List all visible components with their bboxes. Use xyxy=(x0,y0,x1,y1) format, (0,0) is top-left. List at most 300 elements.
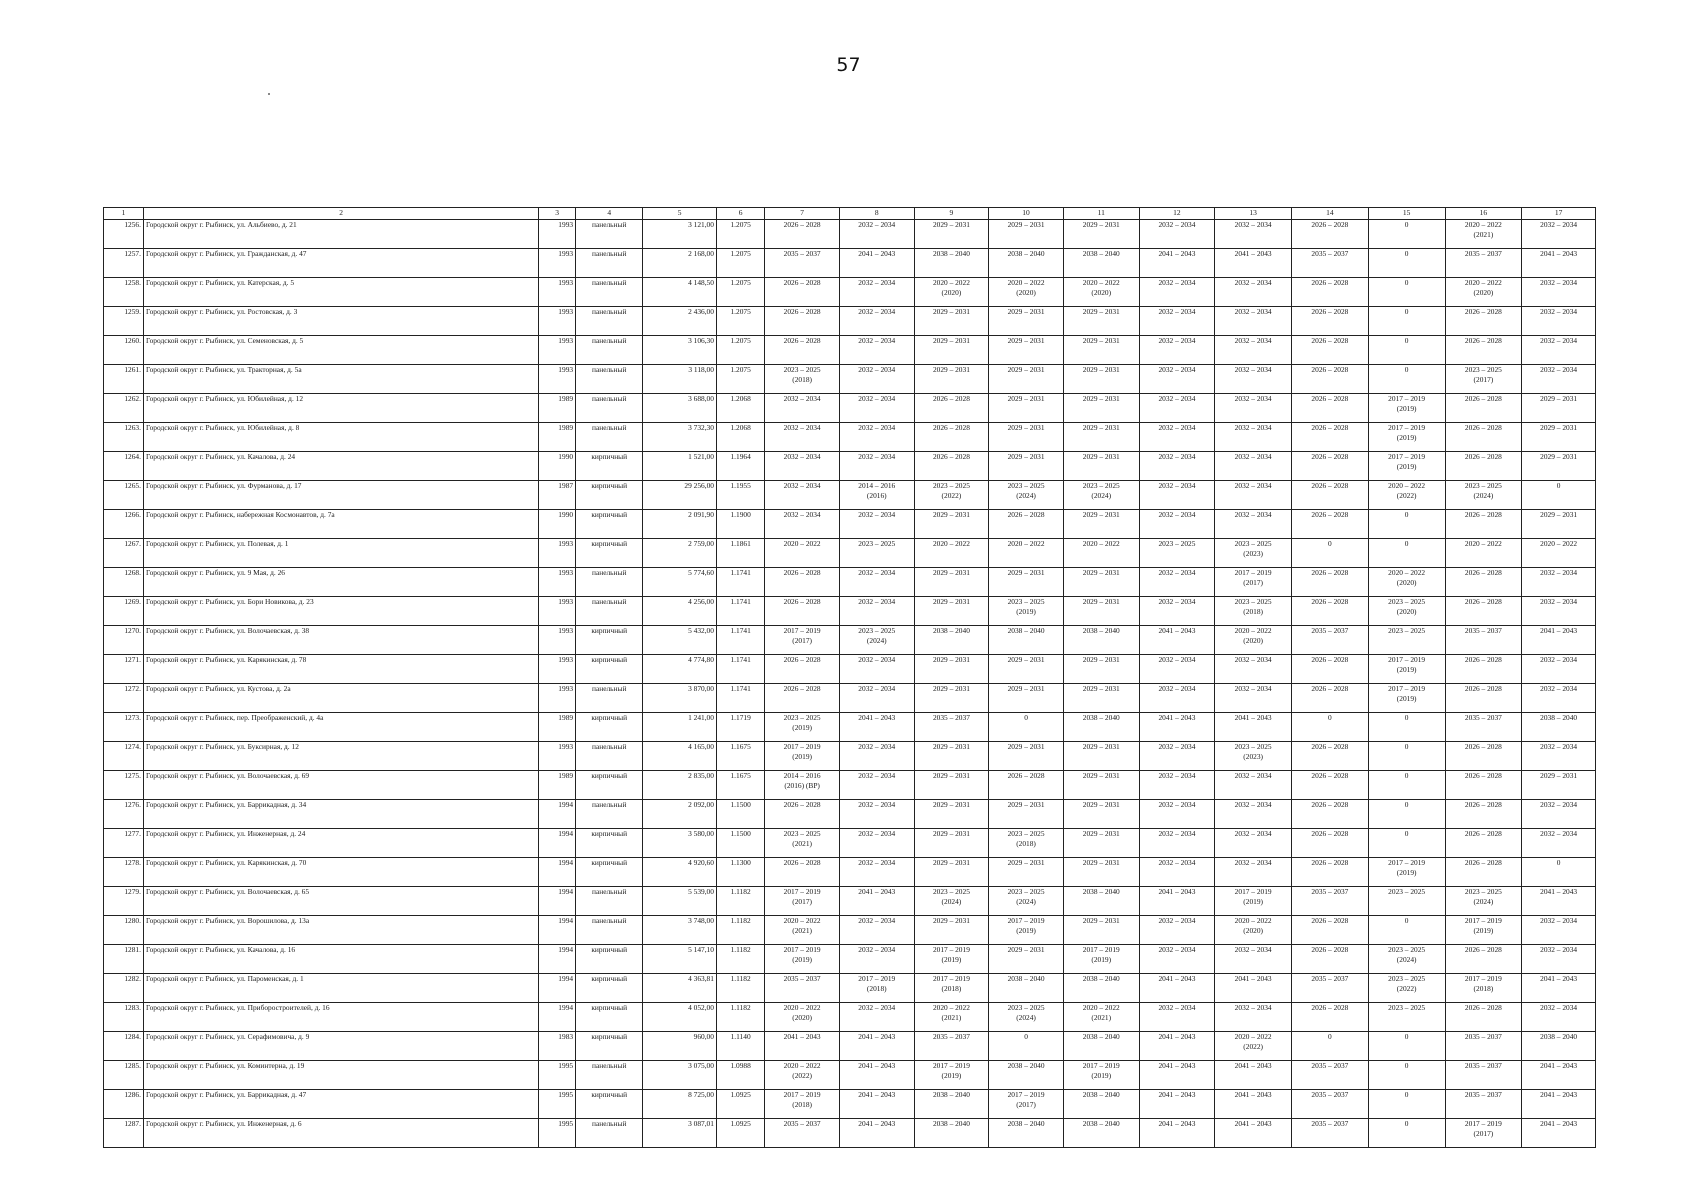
cell-line: 2017 – 2019 xyxy=(1234,887,1272,896)
cell-line: (2024) xyxy=(1091,491,1112,500)
cell-line: (2022) xyxy=(941,491,962,500)
repair-period-cell: 0 xyxy=(1368,1119,1445,1148)
repair-period-cell: 0 xyxy=(1292,1032,1369,1061)
repair-period-cell: 2032 – 2034 xyxy=(1215,684,1292,713)
repair-period-cell: 2032 – 2034 xyxy=(839,365,914,394)
row-number-cell: 1276. xyxy=(104,800,144,829)
row-number-cell: 1277. xyxy=(104,829,144,858)
cell-line: 2017 – 2019 xyxy=(783,887,821,896)
cell-line: 2017 – 2019 xyxy=(1082,945,1120,954)
repair-period-cell xyxy=(1445,974,1522,1003)
repair-period-cell: 2026 – 2028 xyxy=(914,452,989,481)
column-number-cell: 10 xyxy=(989,208,1064,220)
cell-line: (2016) xyxy=(866,491,887,500)
repair-period-cell: 2026 – 2028 xyxy=(1292,394,1369,423)
repair-period-cell xyxy=(1215,626,1292,655)
repair-period-cell: 2032 – 2034 xyxy=(1215,220,1292,249)
repair-period-cell: 0 xyxy=(1522,858,1596,887)
repair-period-cell xyxy=(1445,278,1522,307)
repair-period-cell: 2035 – 2037 xyxy=(1292,626,1369,655)
year-cell: 1993 xyxy=(539,220,576,249)
repair-period-cell: 2026 – 2028 xyxy=(914,423,989,452)
area-cell: 4 363,81 xyxy=(643,974,717,1003)
repair-period-cell: 2026 – 2028 xyxy=(1292,307,1369,336)
repair-period-cell: 2026 – 2028 xyxy=(1292,568,1369,597)
repair-period-cell: 2029 – 2031 xyxy=(914,307,989,336)
cell-line: 2014 – 2016 xyxy=(858,481,896,490)
repair-period-cell: 2026 – 2028 xyxy=(1292,336,1369,365)
repair-period-cell: 2032 – 2034 xyxy=(1139,423,1215,452)
repair-period-cell: 2029 – 2031 xyxy=(1063,684,1139,713)
repair-period-cell: 2026 – 2028 xyxy=(765,278,840,307)
row-number-cell: 1265. xyxy=(104,481,144,510)
wall-material-cell: кирпичный xyxy=(576,452,643,481)
repair-period-cell xyxy=(989,597,1064,626)
repair-period-cell xyxy=(914,945,989,974)
repair-period-cell: 2038 – 2040 xyxy=(1063,1119,1139,1148)
coefficient-cell: 1.1900 xyxy=(716,510,764,539)
repair-period-cell: 2032 – 2034 xyxy=(1522,1003,1596,1032)
cell-line: 2023 – 2025 xyxy=(1007,1003,1045,1012)
table-row xyxy=(104,887,1596,916)
repair-period-cell: 2038 – 2040 xyxy=(1063,887,1139,916)
repair-period-cell xyxy=(914,974,989,1003)
cell-line: 2020 – 2022 xyxy=(783,1061,821,1070)
cell-line: 2017 – 2019 xyxy=(1007,1090,1045,1099)
repair-period-cell: 2035 – 2037 xyxy=(1292,1061,1369,1090)
cell-line: (2019) xyxy=(1396,665,1417,674)
repair-period-cell: 2026 – 2028 xyxy=(1445,945,1522,974)
cell-line: (2017) xyxy=(1243,578,1264,587)
repair-period-cell: 2029 – 2031 xyxy=(914,800,989,829)
repair-period-cell: 2032 – 2034 xyxy=(765,481,840,510)
repair-period-cell: 2032 – 2034 xyxy=(1215,278,1292,307)
year-cell: 1989 xyxy=(539,423,576,452)
cell-line: 2023 – 2025 xyxy=(783,713,821,722)
repair-period-cell: 2026 – 2028 xyxy=(1292,1003,1369,1032)
address-cell: Городской округ г. Рыбинск, набережная Космонавтов, д. 7а xyxy=(143,510,538,539)
repair-period-cell: 2035 – 2037 xyxy=(1292,1090,1369,1119)
repair-period-cell: 2041 – 2043 xyxy=(1139,626,1215,655)
repair-period-cell xyxy=(1445,916,1522,945)
repair-period-cell: 2032 – 2034 xyxy=(839,452,914,481)
coefficient-cell: 1.2075 xyxy=(716,336,764,365)
table-row xyxy=(104,568,1596,597)
cell-line: 2017 – 2019 xyxy=(1388,858,1426,867)
repair-period-cell: 0 xyxy=(1368,916,1445,945)
repair-period-cell xyxy=(989,829,1064,858)
area-cell: 2 759,00 xyxy=(643,539,717,568)
table-row xyxy=(104,597,1596,626)
repair-period-cell: 2026 – 2028 xyxy=(765,684,840,713)
repair-period-cell: 2026 – 2028 xyxy=(1292,742,1369,771)
table-row xyxy=(104,829,1596,858)
repair-period-cell: 2032 – 2034 xyxy=(839,1003,914,1032)
repair-period-cell: 2026 – 2028 xyxy=(1292,916,1369,945)
repair-period-cell: 2029 – 2031 xyxy=(989,336,1064,365)
area-cell: 1 521,00 xyxy=(643,452,717,481)
repair-period-cell: 2032 – 2034 xyxy=(1215,800,1292,829)
coefficient-cell: 1.1182 xyxy=(716,887,764,916)
year-cell: 1993 xyxy=(539,742,576,771)
cell-line: 2023 – 2025 xyxy=(932,481,970,490)
repair-period-cell: 2038 – 2040 xyxy=(914,1090,989,1119)
repair-period-cell: 2041 – 2043 xyxy=(1139,1090,1215,1119)
repair-period-cell: 2026 – 2028 xyxy=(1445,423,1522,452)
repair-period-cell: 2029 – 2031 xyxy=(914,510,989,539)
repair-period-cell: 2023 – 2025 xyxy=(839,539,914,568)
table-row xyxy=(104,713,1596,742)
table-row xyxy=(104,1003,1596,1032)
cell-line: 2020 – 2022 xyxy=(1234,1032,1272,1041)
repair-period-cell: 2038 – 2040 xyxy=(989,1119,1064,1148)
repair-period-cell: 2026 – 2028 xyxy=(1292,220,1369,249)
cell-line: 2017 – 2019 xyxy=(1464,974,1502,983)
repair-period-cell: 2026 – 2028 xyxy=(1445,742,1522,771)
repair-period-cell: 2032 – 2034 xyxy=(1139,800,1215,829)
address-cell: Городской округ г. Рыбинск, ул. Волочаевская, д. 38 xyxy=(143,626,538,655)
repair-period-cell: 2032 – 2034 xyxy=(1139,452,1215,481)
repair-period-cell: 2026 – 2028 xyxy=(765,800,840,829)
cell-line: 2023 – 2025 xyxy=(1234,742,1272,751)
repair-period-cell: 2032 – 2034 xyxy=(1522,655,1596,684)
cell-line: 2020 – 2022 xyxy=(1234,916,1272,925)
wall-material-cell: панельный xyxy=(576,249,643,278)
repair-period-cell: 2035 – 2037 xyxy=(1292,887,1369,916)
repair-period-cell: 2020 – 2022 xyxy=(1063,539,1139,568)
table-row xyxy=(104,1061,1596,1090)
cell-line: (2021) xyxy=(941,1013,962,1022)
repair-period-cell: 2026 – 2028 xyxy=(1445,568,1522,597)
repair-period-cell: 2026 – 2028 xyxy=(914,394,989,423)
coefficient-cell: 1.1182 xyxy=(716,916,764,945)
table-row xyxy=(104,394,1596,423)
repair-period-cell: 0 xyxy=(1368,365,1445,394)
repair-period-cell: 2029 – 2031 xyxy=(1063,220,1139,249)
repair-period-cell xyxy=(1215,597,1292,626)
repair-period-cell: 2038 – 2040 xyxy=(989,974,1064,1003)
table-row xyxy=(104,539,1596,568)
repair-period-cell: 0 xyxy=(1368,713,1445,742)
repair-period-cell: 2026 – 2028 xyxy=(1292,278,1369,307)
repair-period-cell xyxy=(765,829,840,858)
wall-material-cell: кирпичный xyxy=(576,1003,643,1032)
cell-line: (2019) xyxy=(941,1071,962,1080)
cell-line: 2017 – 2019 xyxy=(932,945,970,954)
cell-line: (2019) xyxy=(1243,897,1264,906)
row-number-cell: 1270. xyxy=(104,626,144,655)
cell-line: (2017) xyxy=(792,897,812,906)
repair-period-cell xyxy=(1445,220,1522,249)
year-cell: 1993 xyxy=(539,365,576,394)
repair-period-cell: 2041 – 2043 xyxy=(839,1090,914,1119)
area-cell: 5 774,60 xyxy=(643,568,717,597)
row-number-cell: 1285. xyxy=(104,1061,144,1090)
cell-line: 2017 – 2019 xyxy=(783,626,821,635)
table-row xyxy=(104,452,1596,481)
coefficient-cell: 1.0925 xyxy=(716,1119,764,1148)
wall-material-cell: кирпичный xyxy=(576,626,643,655)
repair-period-cell: 2032 – 2034 xyxy=(1139,336,1215,365)
repair-period-cell: 2032 – 2034 xyxy=(1139,858,1215,887)
repair-period-cell: 2029 – 2031 xyxy=(1063,394,1139,423)
repair-period-cell: 2026 – 2028 xyxy=(765,307,840,336)
repair-period-cell: 2032 – 2034 xyxy=(1215,452,1292,481)
repair-period-cell: 2035 – 2037 xyxy=(1445,626,1522,655)
repair-period-cell xyxy=(839,626,914,655)
repair-period-cell: 2032 – 2034 xyxy=(765,423,840,452)
repair-period-cell: 2032 – 2034 xyxy=(1215,336,1292,365)
repair-period-cell: 2020 – 2022 xyxy=(1445,539,1522,568)
address-cell: Городской округ г. Рыбинск, ул. Инженерная, д. 24 xyxy=(143,829,538,858)
row-number-cell: 1271. xyxy=(104,655,144,684)
repair-period-cell: 2029 – 2031 xyxy=(1063,916,1139,945)
cell-line: (2018) xyxy=(866,984,887,993)
repair-period-cell: 0 xyxy=(1368,220,1445,249)
repair-period-cell: 2032 – 2034 xyxy=(839,655,914,684)
repair-period-cell: 2032 – 2034 xyxy=(839,336,914,365)
repair-period-cell: 2032 – 2034 xyxy=(1522,336,1596,365)
row-number-cell: 1256. xyxy=(104,220,144,249)
repair-period-cell: 2041 – 2043 xyxy=(1139,1032,1215,1061)
cell-line: 2020 – 2022 xyxy=(1082,278,1120,287)
address-cell: Городской округ г. Рыбинск, ул. Качалова, д. 16 xyxy=(143,945,538,974)
area-cell: 3 870,00 xyxy=(643,684,717,713)
cell-line: (2019) xyxy=(1396,433,1417,442)
repair-period-cell xyxy=(1215,916,1292,945)
repair-period-cell: 2041 – 2043 xyxy=(1139,974,1215,1003)
repair-period-cell: 2029 – 2031 xyxy=(1063,423,1139,452)
year-cell: 1994 xyxy=(539,800,576,829)
cell-line: (2024) xyxy=(1016,1013,1036,1022)
repair-period-cell: 2029 – 2031 xyxy=(989,945,1064,974)
cell-line: 2023 – 2025 xyxy=(1007,597,1045,606)
repair-period-cell xyxy=(914,1003,989,1032)
repair-period-cell: 2032 – 2034 xyxy=(1139,394,1215,423)
coefficient-cell: 1.2068 xyxy=(716,394,764,423)
coefficient-cell: 1.1741 xyxy=(716,626,764,655)
repair-period-cell: 0 xyxy=(989,1032,1064,1061)
coefficient-cell: 1.1182 xyxy=(716,1003,764,1032)
repair-period-cell: 2041 – 2043 xyxy=(839,713,914,742)
repair-period-cell: 2029 – 2031 xyxy=(914,365,989,394)
coefficient-cell: 1.1182 xyxy=(716,974,764,1003)
cell-line: (2020) xyxy=(1473,288,1494,297)
cell-line: 2017 – 2019 xyxy=(932,974,970,983)
wall-material-cell: панельный xyxy=(576,684,643,713)
cell-line: (2024) xyxy=(1473,491,1494,500)
cell-line: (2020) xyxy=(1243,636,1264,645)
repair-period-cell xyxy=(1063,278,1139,307)
address-cell: Городской округ г. Рыбинск, ул. Гражданская, д. 47 xyxy=(143,249,538,278)
cell-line: 2023 – 2025 xyxy=(1007,887,1045,896)
repair-period-cell: 2041 – 2043 xyxy=(839,1119,914,1148)
repair-period-cell: 2020 – 2022 xyxy=(914,539,989,568)
repair-period-cell: 2032 – 2034 xyxy=(1139,568,1215,597)
cell-line: (2022) xyxy=(1396,491,1417,500)
cell-line: 2017 – 2019 xyxy=(1464,1119,1502,1128)
repair-period-cell: 2032 – 2034 xyxy=(1139,742,1215,771)
repair-period-cell: 2032 – 2034 xyxy=(1139,365,1215,394)
repair-period-cell: 2032 – 2034 xyxy=(1215,307,1292,336)
repair-period-cell: 2026 – 2028 xyxy=(1445,394,1522,423)
repair-period-cell: 2026 – 2028 xyxy=(1292,829,1369,858)
table-row xyxy=(104,1032,1596,1061)
wall-material-cell: панельный xyxy=(576,887,643,916)
repair-period-cell xyxy=(1215,742,1292,771)
repair-period-cell: 2029 – 2031 xyxy=(989,684,1064,713)
repair-period-cell: 2038 – 2040 xyxy=(1063,249,1139,278)
year-cell: 1993 xyxy=(539,278,576,307)
row-number-cell: 1269. xyxy=(104,597,144,626)
row-number-cell: 1287. xyxy=(104,1119,144,1148)
year-cell: 1989 xyxy=(539,394,576,423)
cell-line: 2023 – 2025 xyxy=(1082,481,1120,490)
cell-line: 2023 – 2025 xyxy=(1388,945,1426,954)
table-row xyxy=(104,249,1596,278)
repair-period-cell: 2026 – 2028 xyxy=(1445,510,1522,539)
cell-line: (2024) xyxy=(1016,491,1036,500)
year-cell: 1993 xyxy=(539,249,576,278)
area-cell: 3 748,00 xyxy=(643,916,717,945)
scan-speck xyxy=(268,93,270,95)
repair-period-cell: 2026 – 2028 xyxy=(1292,510,1369,539)
repair-period-cell: 2032 – 2034 xyxy=(765,452,840,481)
cell-line: (2023) xyxy=(1243,549,1264,558)
repair-period-cell xyxy=(1063,945,1139,974)
area-cell: 3 075,00 xyxy=(643,1061,717,1090)
repair-period-cell: 2023 – 2025 xyxy=(1139,539,1215,568)
repair-period-cell xyxy=(914,481,989,510)
area-cell: 3 087,01 xyxy=(643,1119,717,1148)
row-number-cell: 1283. xyxy=(104,1003,144,1032)
row-number-cell: 1260. xyxy=(104,336,144,365)
cell-line: 2014 – 2016 xyxy=(783,771,821,780)
wall-material-cell: кирпичный xyxy=(576,713,643,742)
repair-period-cell: 2026 – 2028 xyxy=(989,510,1064,539)
year-cell: 1983 xyxy=(539,1032,576,1061)
repair-period-cell: 2029 – 2031 xyxy=(1522,423,1596,452)
cell-line: 2020 – 2022 xyxy=(1082,1003,1120,1012)
coefficient-cell: 1.1741 xyxy=(716,597,764,626)
repair-period-cell: 2032 – 2034 xyxy=(1215,1003,1292,1032)
table-row xyxy=(104,365,1596,394)
repair-period-cell xyxy=(989,1003,1064,1032)
cell-line: (2020) xyxy=(1016,288,1036,297)
repair-period-cell: 2041 – 2043 xyxy=(839,1061,914,1090)
cell-line: (2018) xyxy=(792,1100,812,1109)
cell-line: 2023 – 2025 xyxy=(1007,829,1045,838)
repair-period-cell xyxy=(1063,1061,1139,1090)
repair-period-cell: 2038 – 2040 xyxy=(1063,974,1139,1003)
coefficient-cell: 1.1741 xyxy=(716,655,764,684)
column-number-cell: 16 xyxy=(1445,208,1522,220)
repair-period-cell: 2026 – 2028 xyxy=(765,336,840,365)
repair-period-cell: 2026 – 2028 xyxy=(1292,423,1369,452)
table-row xyxy=(104,626,1596,655)
repair-period-cell: 2032 – 2034 xyxy=(839,510,914,539)
repair-period-cell: 2041 – 2043 xyxy=(839,1032,914,1061)
repair-period-cell: 2029 – 2031 xyxy=(1063,365,1139,394)
cell-line: 2017 – 2019 xyxy=(1388,452,1426,461)
row-number-cell: 1257. xyxy=(104,249,144,278)
coefficient-cell: 1.1140 xyxy=(716,1032,764,1061)
repair-period-cell: 2029 – 2031 xyxy=(914,684,989,713)
repair-period-cell: 2029 – 2031 xyxy=(989,365,1064,394)
area-cell: 2 091,90 xyxy=(643,510,717,539)
area-cell: 4 052,00 xyxy=(643,1003,717,1032)
year-cell: 1994 xyxy=(539,974,576,1003)
repair-period-cell: 2029 – 2031 xyxy=(1063,771,1139,800)
cell-line: 2017 – 2019 xyxy=(1234,568,1272,577)
column-number-header xyxy=(104,208,1596,220)
cell-line: (2019) xyxy=(1396,404,1417,413)
address-cell: Городской округ г. Рыбинск, ул. Катерская, д. 5 xyxy=(143,278,538,307)
repair-period-cell: 2026 – 2028 xyxy=(1445,771,1522,800)
repair-period-cell: 2029 – 2031 xyxy=(1063,742,1139,771)
coefficient-cell: 1.2075 xyxy=(716,249,764,278)
repair-period-cell: 2029 – 2031 xyxy=(989,800,1064,829)
column-number-cell: 6 xyxy=(716,208,764,220)
repair-period-cell: 2026 – 2028 xyxy=(1292,481,1369,510)
cell-line: 2023 – 2025 xyxy=(1007,481,1045,490)
cell-line: 2023 – 2025 xyxy=(783,829,821,838)
repair-period-cell: 2032 – 2034 xyxy=(1139,510,1215,539)
repair-period-cell: 2029 – 2031 xyxy=(1063,858,1139,887)
repair-period-cell: 0 xyxy=(1368,800,1445,829)
cell-line: (2020) xyxy=(941,288,962,297)
repair-period-cell: 2032 – 2034 xyxy=(1139,307,1215,336)
table-row xyxy=(104,1119,1596,1148)
repair-period-cell: 2029 – 2031 xyxy=(989,220,1064,249)
repair-period-cell: 2032 – 2034 xyxy=(839,771,914,800)
cell-line: (2021) xyxy=(792,926,812,935)
cell-line: 2023 – 2025 xyxy=(1464,365,1502,374)
repair-period-cell: 2032 – 2034 xyxy=(839,742,914,771)
repair-period-cell: 2029 – 2031 xyxy=(1063,829,1139,858)
repair-period-cell xyxy=(839,974,914,1003)
repair-period-cell: 2035 – 2037 xyxy=(765,1119,840,1148)
repair-period-cell: 2032 – 2034 xyxy=(765,510,840,539)
repair-period-cell: 0 xyxy=(1368,1061,1445,1090)
year-cell: 1995 xyxy=(539,1090,576,1119)
repair-period-cell xyxy=(1368,394,1445,423)
repair-period-cell: 2026 – 2028 xyxy=(1292,655,1369,684)
repair-period-cell: 2035 – 2037 xyxy=(1292,974,1369,1003)
cell-line: (2020) xyxy=(1243,926,1264,935)
table-row xyxy=(104,423,1596,452)
repair-period-cell: 0 xyxy=(1368,278,1445,307)
address-cell: Городской округ г. Рыбинск, ул. 9 Мая, д. 26 xyxy=(143,568,538,597)
repair-period-cell: 2041 – 2043 xyxy=(839,887,914,916)
address-cell: Городской округ г. Рыбинск, ул. Ворошилова, д. 13а xyxy=(143,916,538,945)
repair-period-cell: 0 xyxy=(1368,829,1445,858)
repair-period-cell: 2020 – 2022 xyxy=(1522,539,1596,568)
repair-period-cell: 2029 – 2031 xyxy=(1063,800,1139,829)
repair-period-cell xyxy=(765,626,840,655)
repair-period-cell: 2032 – 2034 xyxy=(1522,800,1596,829)
repair-period-cell: 2032 – 2034 xyxy=(1139,278,1215,307)
cell-line: 2017 – 2019 xyxy=(858,974,896,983)
repair-period-cell: 2041 – 2043 xyxy=(1215,1090,1292,1119)
page-number: 57 xyxy=(836,54,861,76)
repair-period-cell: 2041 – 2043 xyxy=(1522,1061,1596,1090)
repair-period-cell xyxy=(765,1003,840,1032)
repair-period-cell: 2032 – 2034 xyxy=(839,568,914,597)
repair-period-cell xyxy=(1368,684,1445,713)
repair-period-cell: 2032 – 2034 xyxy=(1215,510,1292,539)
cell-line: (2017) xyxy=(792,636,812,645)
